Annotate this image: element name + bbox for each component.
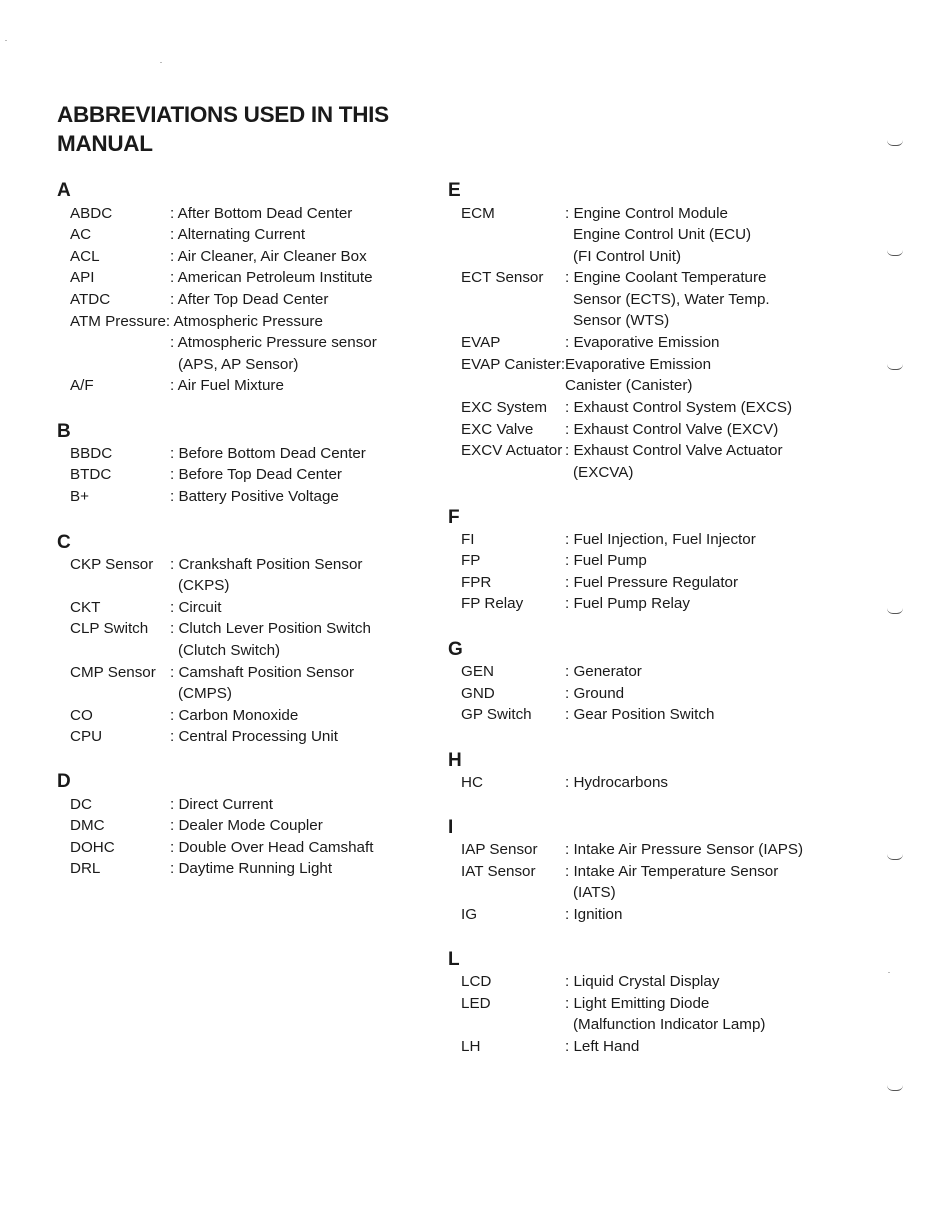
definition-line: : Fuel Pump	[565, 552, 647, 570]
abbreviation-term: GND	[461, 684, 495, 702]
abbreviation-definition	[170, 597, 221, 619]
abbreviation-term: CLP Switch	[70, 620, 149, 638]
scan-mark	[887, 1085, 903, 1091]
definition-line: : American Petroleum Institute	[170, 269, 373, 287]
section-letter-e: E	[448, 180, 461, 201]
definition-line: : Alternating Current	[170, 226, 306, 244]
abbreviation-definition	[565, 419, 778, 441]
abbreviation-term: DRL	[70, 860, 101, 878]
definition-line: : Daytime Running Light	[170, 860, 333, 878]
abbreviation-term: IAP Sensor	[461, 841, 538, 858]
abbreviation-definition	[565, 267, 770, 332]
section-letter-a: A	[57, 180, 71, 201]
abbreviation-term: CMP Sensor	[70, 663, 156, 681]
definition-line: : Crankshaft Position Sensor	[170, 555, 363, 573]
abbreviation-term: ACL	[70, 247, 100, 265]
abbreviation-definition	[565, 440, 783, 483]
abbreviation-definition	[170, 837, 373, 859]
abbreviation-term: EVAP Canister:	[461, 355, 566, 373]
abbreviation-term: DOHC	[70, 838, 115, 856]
abbreviation-definition	[565, 1036, 639, 1058]
abbreviation-term: GEN	[461, 663, 494, 680]
abbreviation-term: FP Relay	[461, 595, 524, 613]
definition-line: : After Bottom Dead Center	[170, 204, 353, 222]
abbreviation-term: ECT Sensor	[461, 269, 544, 287]
definition-line: Canister (Canister)	[565, 377, 693, 395]
definition-line: Evaporative Emission	[565, 355, 712, 373]
definition-line: : Double Over Head Camshaft	[170, 838, 374, 856]
definition-line: : Fuel Pump Relay	[565, 595, 690, 613]
abbreviation-term: HC	[461, 774, 483, 791]
definition-line: (CMPS)	[178, 685, 232, 703]
definition-line: : Ignition	[565, 905, 623, 923]
abbreviation-term: IG	[461, 905, 478, 923]
abbreviation-definition	[565, 203, 751, 268]
abbreviation-definition	[565, 354, 711, 397]
abbreviation-term: CKP Sensor	[70, 555, 154, 573]
section-letter-h: H	[448, 750, 462, 771]
abbreviation-definition	[565, 529, 756, 551]
abbreviation-term: AC	[70, 226, 92, 244]
definition-line: : Light Emitting Diode	[565, 994, 710, 1012]
definition-line: : Intake Air Pressure Sensor (IAPS)	[565, 841, 804, 858]
abbreviation-term: B+	[70, 487, 89, 505]
definition-line: : Intake Air Temperature Sensor	[565, 862, 779, 880]
definition-line: : Fuel Injection, Fuel Injector	[565, 530, 756, 548]
definition-line: (Clutch Switch)	[178, 641, 281, 659]
definition-line: : Before Bottom Dead Center	[170, 444, 366, 462]
section-letter-g: G	[448, 639, 463, 660]
definition-line: : Clutch Lever Position Switch	[170, 620, 371, 638]
abbreviation-term: DMC	[70, 817, 105, 835]
abbreviation-definition	[170, 486, 339, 508]
abbreviation-term: IAT Sensor	[461, 862, 536, 880]
abbreviation-definition	[565, 839, 803, 861]
definition-line: : Gear Position Switch	[565, 706, 715, 724]
definition-line: (Malfunction Indicator Lamp)	[573, 1016, 766, 1034]
section-letter-f: F	[448, 507, 460, 528]
abbreviation-definition	[170, 224, 305, 246]
definition-line: Sensor (WTS)	[573, 312, 670, 330]
definition-line: : Generator	[565, 663, 642, 680]
abbreviation-definition	[170, 726, 338, 748]
section-letter-d: D	[57, 771, 71, 792]
abbreviation-term: ECM	[461, 204, 495, 222]
abbreviation-term: API	[70, 269, 95, 287]
definition-line: : Left Hand	[565, 1037, 640, 1055]
abbreviation-definition	[170, 267, 373, 289]
definition-line: : Central Processing Unit	[170, 728, 338, 746]
abbreviation-definition	[565, 971, 719, 993]
abbreviation-definition	[565, 572, 738, 594]
abbreviation-term: EXCV Actuator	[461, 442, 563, 460]
definition-line: (EXCVA)	[573, 463, 634, 481]
scan-speck	[888, 972, 890, 973]
abbreviation-term: EXC System	[461, 398, 548, 416]
abbreviation-definition	[170, 662, 354, 705]
abbreviation-definition	[565, 704, 714, 726]
definition-line: : Atmospheric Pressure sensor	[170, 334, 377, 352]
abbreviation-definition	[170, 858, 332, 880]
scan-mark	[887, 608, 903, 614]
abbreviation-definition	[565, 397, 792, 419]
definition-line: : Air Cleaner, Air Cleaner Box	[170, 247, 367, 265]
abbreviation-definition	[565, 593, 690, 615]
definition-line: Sensor (ECTS), Water Temp.	[573, 290, 770, 308]
definition-line: : Engine Coolant Temperature	[565, 269, 767, 287]
abbreviation-definition	[565, 683, 624, 705]
abbreviation-definition	[170, 246, 367, 268]
definition-line: : Battery Positive Voltage	[170, 487, 339, 505]
abbreviation-term: EXC Valve	[461, 420, 534, 438]
abbreviation-term: GP Switch	[461, 706, 532, 724]
abbreviation-definition	[565, 661, 642, 683]
abbreviation-term: FPR	[461, 573, 492, 591]
abbreviation-definition	[170, 332, 377, 375]
section-letter-c: C	[57, 532, 71, 553]
abbreviation-definition	[565, 550, 647, 572]
abbreviation-definition	[170, 289, 328, 311]
definition-line: (APS, AP Sensor)	[178, 355, 299, 373]
abbreviation-term: ATDC	[70, 290, 111, 308]
abbreviation-definition	[170, 464, 342, 486]
definition-line: : Camshaft Position Sensor	[170, 663, 355, 681]
definition-line: : Fuel Pressure Regulator	[565, 573, 739, 591]
abbreviation-term: FP	[461, 552, 481, 570]
scan-speck	[5, 40, 7, 41]
definition-line: (IATS)	[573, 884, 616, 902]
abbreviation-term: BTDC	[70, 466, 112, 484]
definition-line: : Carbon Monoxide	[170, 706, 299, 724]
abbreviation-definition	[170, 705, 298, 727]
definition-line: : Direct Current	[170, 795, 273, 813]
definition-line: Engine Control Unit (ECU)	[573, 226, 752, 244]
abbreviation-definition	[170, 794, 273, 816]
abbreviation-definition	[170, 618, 371, 661]
abbreviation-term: CO	[70, 706, 93, 724]
abbreviation-definition	[170, 203, 352, 225]
definition-line: : Dealer Mode Coupler	[170, 817, 323, 835]
abbreviation-term: ABDC	[70, 204, 113, 222]
abbreviation-term: A/F	[70, 377, 94, 395]
scan-speck	[160, 62, 162, 63]
definition-line: : Air Fuel Mixture	[170, 377, 284, 395]
abbreviation-definition	[170, 554, 362, 597]
abbreviation-term: LED	[461, 994, 491, 1012]
scan-mark	[887, 140, 903, 146]
scan-mark	[887, 854, 903, 860]
definition-line: : Circuit	[170, 598, 222, 616]
definition-line: (FI Control Unit)	[573, 247, 682, 265]
abbreviation-term: DC	[70, 795, 92, 813]
abbreviation-definition	[565, 332, 719, 354]
section-letter-i: I	[448, 817, 454, 838]
abbreviation-term: LH	[461, 1037, 481, 1055]
abbreviation-definition	[565, 904, 622, 926]
scan-mark	[887, 364, 903, 370]
definition-line: : Hydrocarbons	[565, 774, 668, 791]
abbreviation-definition	[170, 815, 323, 837]
abbreviation-term: CPU	[70, 728, 103, 746]
definition-line: : Before Top Dead Center	[170, 466, 342, 484]
scan-mark	[887, 250, 903, 256]
definition-line: (CKPS)	[178, 577, 230, 595]
abbreviation-definition	[565, 861, 778, 904]
definition-line: : After Top Dead Center	[170, 290, 329, 308]
definition-line: : Exhaust Control Valve Actuator	[565, 442, 783, 460]
page-title: ABBREVIATIONS USED IN THIS MANUAL	[57, 102, 389, 156]
abbreviation-term: ATM Pressure: Atmospheric Pressure	[70, 312, 323, 330]
abbreviation-term: LCD	[461, 973, 492, 990]
section-letter-b: B	[57, 421, 71, 442]
definition-line: : Evaporative Emission	[565, 334, 720, 352]
abbreviation-definition	[170, 375, 284, 397]
abbreviation-definition	[565, 993, 765, 1036]
abbreviation-term: EVAP	[461, 334, 501, 352]
definition-line: : Engine Control Module	[565, 204, 728, 222]
abbreviation-definition	[170, 443, 366, 465]
abbreviation-definition	[565, 772, 668, 794]
definition-line: : Exhaust Control Valve (EXCV)	[565, 420, 779, 438]
abbreviation-term: FI	[461, 530, 475, 548]
definition-line: : Liquid Crystal Display	[565, 973, 720, 990]
abbreviation-term: BBDC	[70, 444, 113, 462]
section-letter-l: L	[448, 949, 460, 970]
definition-line: : Exhaust Control System (EXCS)	[565, 398, 793, 416]
abbreviation-term: CKT	[70, 598, 101, 616]
definition-line: : Ground	[565, 684, 625, 702]
